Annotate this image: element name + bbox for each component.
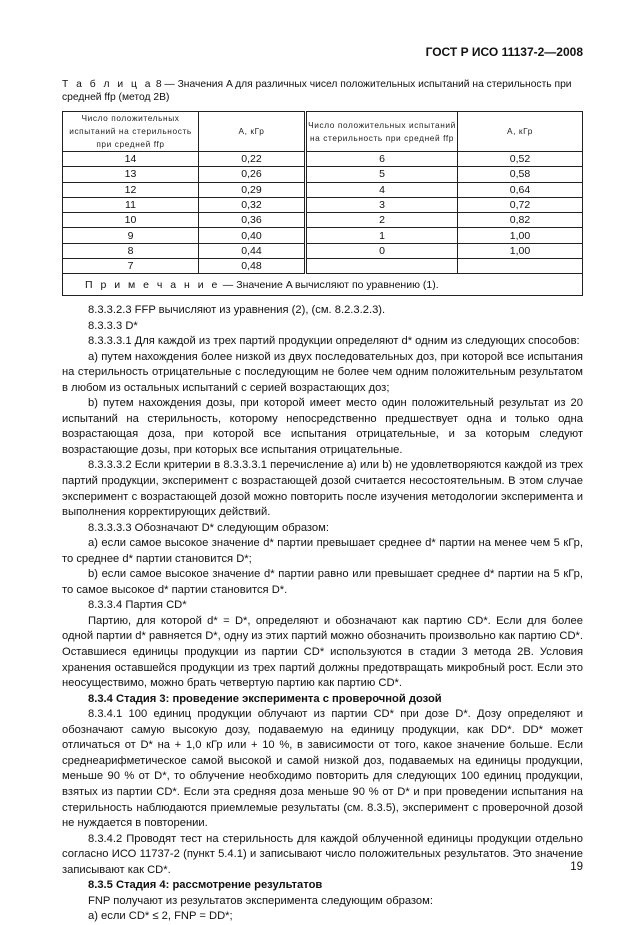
table-cell — [306, 259, 458, 274]
values-table — [62, 111, 583, 296]
caption-text: 8 — Значения A для различных чисел положительных испытаний на стерильность при средней ffp (метод 2B) — [62, 79, 572, 103]
table-cell — [458, 259, 583, 274]
paragraph: b) путем нахождения дозы, при которой имеет место один положительный результат из 20 испытаний на стерильность, которому непосредственно предшествует одна и только одна возрастающая доза, при которой все испытания отрицательные, и за которым следуют возрастающие дозы, при которых все испытания отрицательные. — [62, 397, 583, 456]
table-note-row — [63, 274, 583, 296]
table-cell: 4 — [306, 182, 458, 197]
table-row — [63, 259, 583, 274]
table-cell: 0 — [306, 243, 458, 258]
table-cell: 14 — [63, 152, 199, 167]
table-row — [63, 167, 583, 182]
paragraph: a) если CD* ≤ 2, FNP = DD*; — [88, 910, 233, 923]
table-row — [63, 228, 583, 243]
table-cell: 8 — [63, 243, 199, 258]
table-cell: 12 — [63, 182, 199, 197]
paragraph: 8.3.3.3.2 Если критерии в 8.3.3.3.1 перечисление a) или b) не удовлетворяются каждой из трех партий продукции, эксперимент с возрастающей дозой считается несостоятельным. В этом случае эксперимент с возрастающей дозой можно повторить после изучения методологии эксперимента и выполнения корректирующих действий. — [62, 459, 583, 519]
col-header: Число положительных испытаний на стерильность при средней ffp — [306, 112, 458, 152]
paragraph: 8.3.3.3.1 Для каждой из трех партий продукции определяют d* одним из следующих способов: — [88, 335, 580, 348]
body-text — [62, 303, 583, 925]
section-heading: 8.3.4 Стадия 3: проведение эксперимента с проверочной дозой — [88, 692, 442, 705]
table-cell: 0,32 — [199, 197, 306, 212]
table-note — [63, 274, 583, 296]
document-header: ГОСТ Р ИСО 11137-2—2008 — [425, 45, 583, 59]
page-number: 19 — [570, 861, 583, 873]
table-cell: 7 — [63, 259, 199, 274]
table-cell: 13 — [63, 167, 199, 182]
table-cell: 2 — [306, 213, 458, 228]
paragraph: FNP получают из результатов эксперимента следующим образом: — [88, 894, 433, 907]
table-caption — [62, 78, 583, 104]
table-cell: 5 — [306, 167, 458, 182]
table-cell: 10 — [63, 213, 199, 228]
col-header: A, кГр — [199, 112, 306, 152]
section-heading: 8.3.5 Стадия 4: рассмотрение результатов — [88, 879, 323, 892]
paragraph: 8.3.3.3.3 Обозначают D* следующим образом: — [88, 521, 329, 534]
table-cell: 1,00 — [458, 228, 583, 243]
caption-label: Т а б л и ц а — [62, 79, 153, 90]
paragraph: 8.3.3.4 Партия CD* — [88, 599, 187, 612]
table-cell: 0,29 — [199, 182, 306, 197]
table-row — [63, 243, 583, 258]
paragraph: 8.3.3.3 D* — [88, 319, 138, 332]
table-cell: 0,82 — [458, 213, 583, 228]
table-cell: 0,72 — [458, 197, 583, 212]
table-cell: 0,52 — [458, 152, 583, 167]
table-cell: 0,26 — [199, 167, 306, 182]
paragraph: a) если самое высокое значение d* партии превышает среднее d* партии на менее чем 5 кГр, то среднее d* партии становится D*; — [62, 537, 583, 565]
paragraph: 8.3.3.2.3 FFP вычисляют из уравнения (2), (см. 8.2.3.2.3). — [88, 304, 386, 316]
table-cell: 0,44 — [199, 243, 306, 258]
table-cell: 6 — [306, 152, 458, 167]
table-row — [63, 152, 583, 167]
paragraph: Партию, для которой d* = D*, определяют и обозначают как партию CD*. Если для более одной партии d* равняется D*, одну из этих партий можно обозначить произвольно как партию CD*. Оставшиеся единицы продукции из партии CD* используются в стадии 3 метода 2B. Условия хранения оставшейся продукции из трех партий должны предотвращать микробный рост. Если это неосуществимо, можно брать четвертую партию как партию CD*. — [62, 614, 583, 690]
table-cell: 0,58 — [458, 167, 583, 182]
table-row — [63, 182, 583, 197]
table-cell: 0,48 — [199, 259, 306, 274]
table-cell: 11 — [63, 197, 199, 212]
note-label: П р и м е ч а н и е — [85, 278, 220, 291]
table-cell: 9 — [63, 228, 199, 243]
col-header: A, кГр — [458, 112, 583, 152]
note-text: — Значение A вычисляют по уравнению (1). — [219, 278, 439, 291]
table-cell: 0,40 — [199, 228, 306, 243]
table-cell: 0,22 — [199, 152, 306, 167]
table-cell: 0,36 — [199, 213, 306, 228]
table-header-row — [63, 112, 583, 152]
col-header: Число положительных испытаний на стерильность при средней ffp — [63, 112, 199, 152]
table-cell: 1,00 — [458, 243, 583, 258]
table-cell: 3 — [306, 197, 458, 212]
paragraph: b) если самое высокое значение d* партии равно или превышает среднее d* партии на 5 кГр, то самое высокое d* партии становится D*. — [62, 568, 583, 596]
paragraph: 8.3.4.1 100 единиц продукции облучают из партии CD* при дозе D*. Дозу определяют и обозначают самую высокую дозу, подаваемую на единицу продукции, как DD*. DD* может отличаться от D* на + 1,0 кГр или + 10 %, в зависимости от того, какое значение больше. Если среднеарифметическое самой высокой и самой низкой доз, подаваемых на единицы продукции, меньше 90 % от D*, то облучение необходимо повторить для следующих 100 единиц продукции, взятых из партии CD*. Если эта средняя доза меньше 90 % от D* и при проведении испытания на стерильность наблюдаются приемлемые результаты (см. 8.3.5), эксперимент с проверочной дозой не нуждается в повторении. — [62, 708, 583, 830]
table-cell: 1 — [306, 228, 458, 243]
table-row — [63, 197, 583, 212]
table-cell: 0,64 — [458, 182, 583, 197]
table-row — [63, 213, 583, 228]
paragraph: a) путем нахождения более низкой из двух последовательных доз, при которой все испытания на стерильность отрицательные с последующим не более чем одним положительным результатом в любом из остальных испытаний с серией возрастающих доз; — [62, 350, 583, 394]
paragraph: 8.3.4.2 Проводят тест на стерильность для каждой облученной единицы продукции отдельно согласно ИСО 11737-2 (пункт 5.4.1) и записывают число положительных результатов. Это значение записывают как CD*. — [62, 832, 583, 876]
